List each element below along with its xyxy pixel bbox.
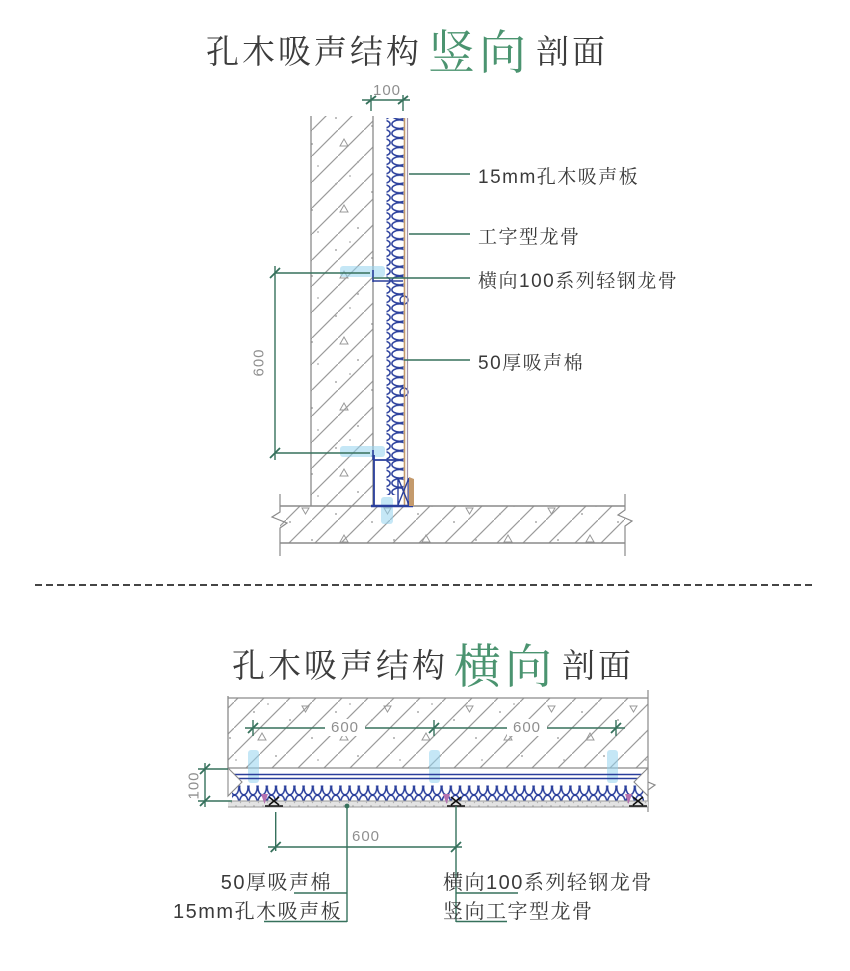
label-cotton: 50厚吸声棉 — [478, 353, 585, 374]
wood-panel-strip — [228, 801, 648, 807]
title-text: 孔木吸声结构 — [206, 33, 422, 70]
vertical-section-title — [0, 16, 814, 83]
absorbing-cotton-coil — [387, 118, 404, 495]
wood-panel-lines — [405, 118, 408, 506]
label-vertical-i-keel: 竖向工字型龙骨 — [443, 901, 594, 923]
dim-value-600-left: 600 — [250, 348, 268, 377]
title-text: 孔木吸声结构 — [232, 647, 448, 684]
dim-value-600-spacing-right: 600 — [507, 719, 547, 736]
dim-value-600-bottom: 600 — [351, 828, 381, 845]
title-highlight: 横向 — [454, 640, 556, 693]
dim-value-100-thickness: 100 — [185, 771, 203, 800]
absorbing-cotton-coil — [232, 786, 644, 801]
title-highlight: 竖向 — [428, 26, 530, 79]
title-text: 剖面 — [536, 33, 608, 70]
label-steel-keel: 横向100系列轻钢龙骨 — [443, 872, 653, 894]
dim-thickness-100 — [198, 763, 232, 807]
break-mark — [272, 494, 287, 556]
title-text: 剖面 — [562, 647, 634, 684]
leader-dot — [345, 804, 350, 809]
label-wood-panel: 15mm孔木吸声板 — [478, 167, 640, 188]
label-wood-panel: 15mm孔木吸声板 — [173, 901, 343, 923]
label-cotton: 50厚吸声棉 — [220, 872, 332, 894]
horizontal-section-title — [20, 630, 846, 697]
dim-value-600-spacing-left: 600 — [325, 719, 365, 736]
dim-value-100-top: 100 — [372, 82, 402, 99]
label-i-keel: 工字型龙骨 — [478, 227, 581, 248]
label-steel-keel: 横向100系列轻钢龙骨 — [478, 271, 679, 292]
wood-wedge — [409, 477, 414, 506]
